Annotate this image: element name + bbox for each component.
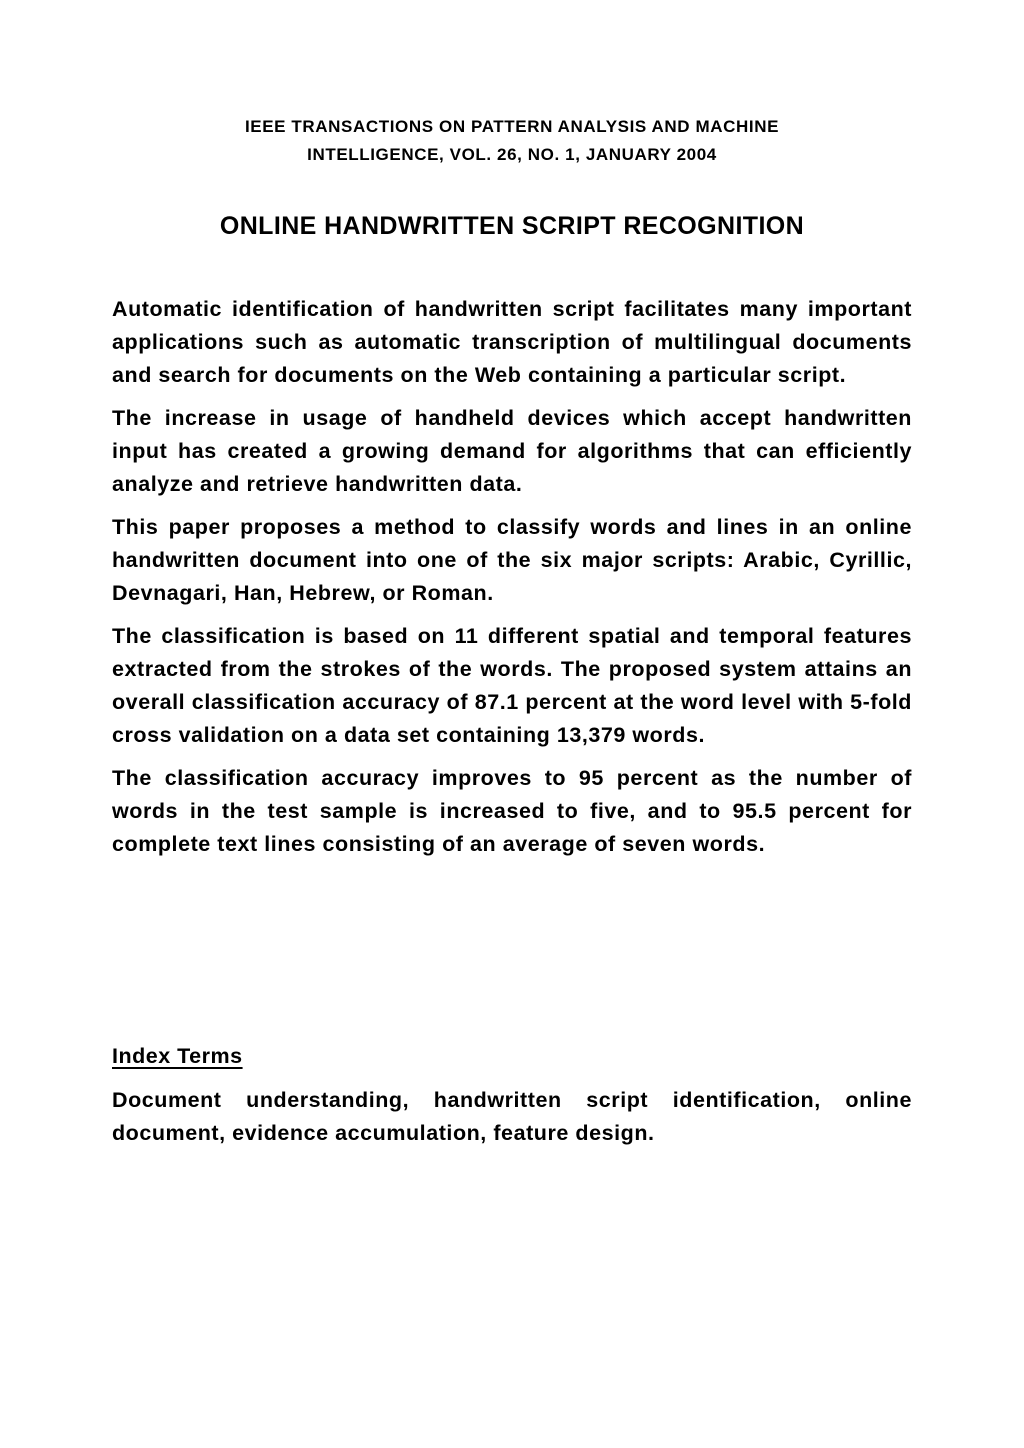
paper-title: ONLINE HANDWRITTEN SCRIPT RECOGNITION — [219, 212, 805, 240]
abstract-paragraph-3: This paper proposes a method to classify words and lines in an online handwritten document into one of the six major scripts: Arabic, Cyrillic, Devnagari, Han, Hebrew, or Roman. — [112, 515, 912, 605]
abstract-paragraph-2: The increase in usage of handheld devices which accept handwritten input has created a growing demand for algorithms that can efficiently analyze and retrieve handwritten data. — [112, 406, 912, 496]
abstract — [112, 293, 912, 871]
abstract-paragraph-1: Automatic identification of handwritten script facilitates many important applications such as automatic transcription of multilingual documents and search for documents on the Web containing a particular script. — [112, 297, 912, 387]
index-terms-heading: Index Terms — [112, 1044, 243, 1068]
abstract-paragraph-4: The classification is based on 11 different spatial and temporal features extracted from the strokes of the words. The proposed system attains an overall classification accuracy of 87.1 percent at the word level with 5-fold cross validation on a data set containing 13,379 words. — [112, 624, 912, 747]
index-terms-text: Document understanding, handwritten script identification, online document, evidence accumulation, feature design. — [112, 1088, 912, 1145]
journal-line-2: INTELLIGENCE, VOL. 26, NO. 1, JANUARY 2004 — [307, 145, 717, 164]
abstract-paragraph-5: The classification accuracy improves to 95 percent as the number of words in the test sample is increased to five, and to 95.5 percent for complete text lines consisting of an average of seven words. — [112, 766, 912, 856]
journal-header — [150, 113, 874, 169]
journal-line-1: IEEE TRANSACTIONS ON PATTERN ANALYSIS AND MACHINE — [244, 117, 780, 136]
